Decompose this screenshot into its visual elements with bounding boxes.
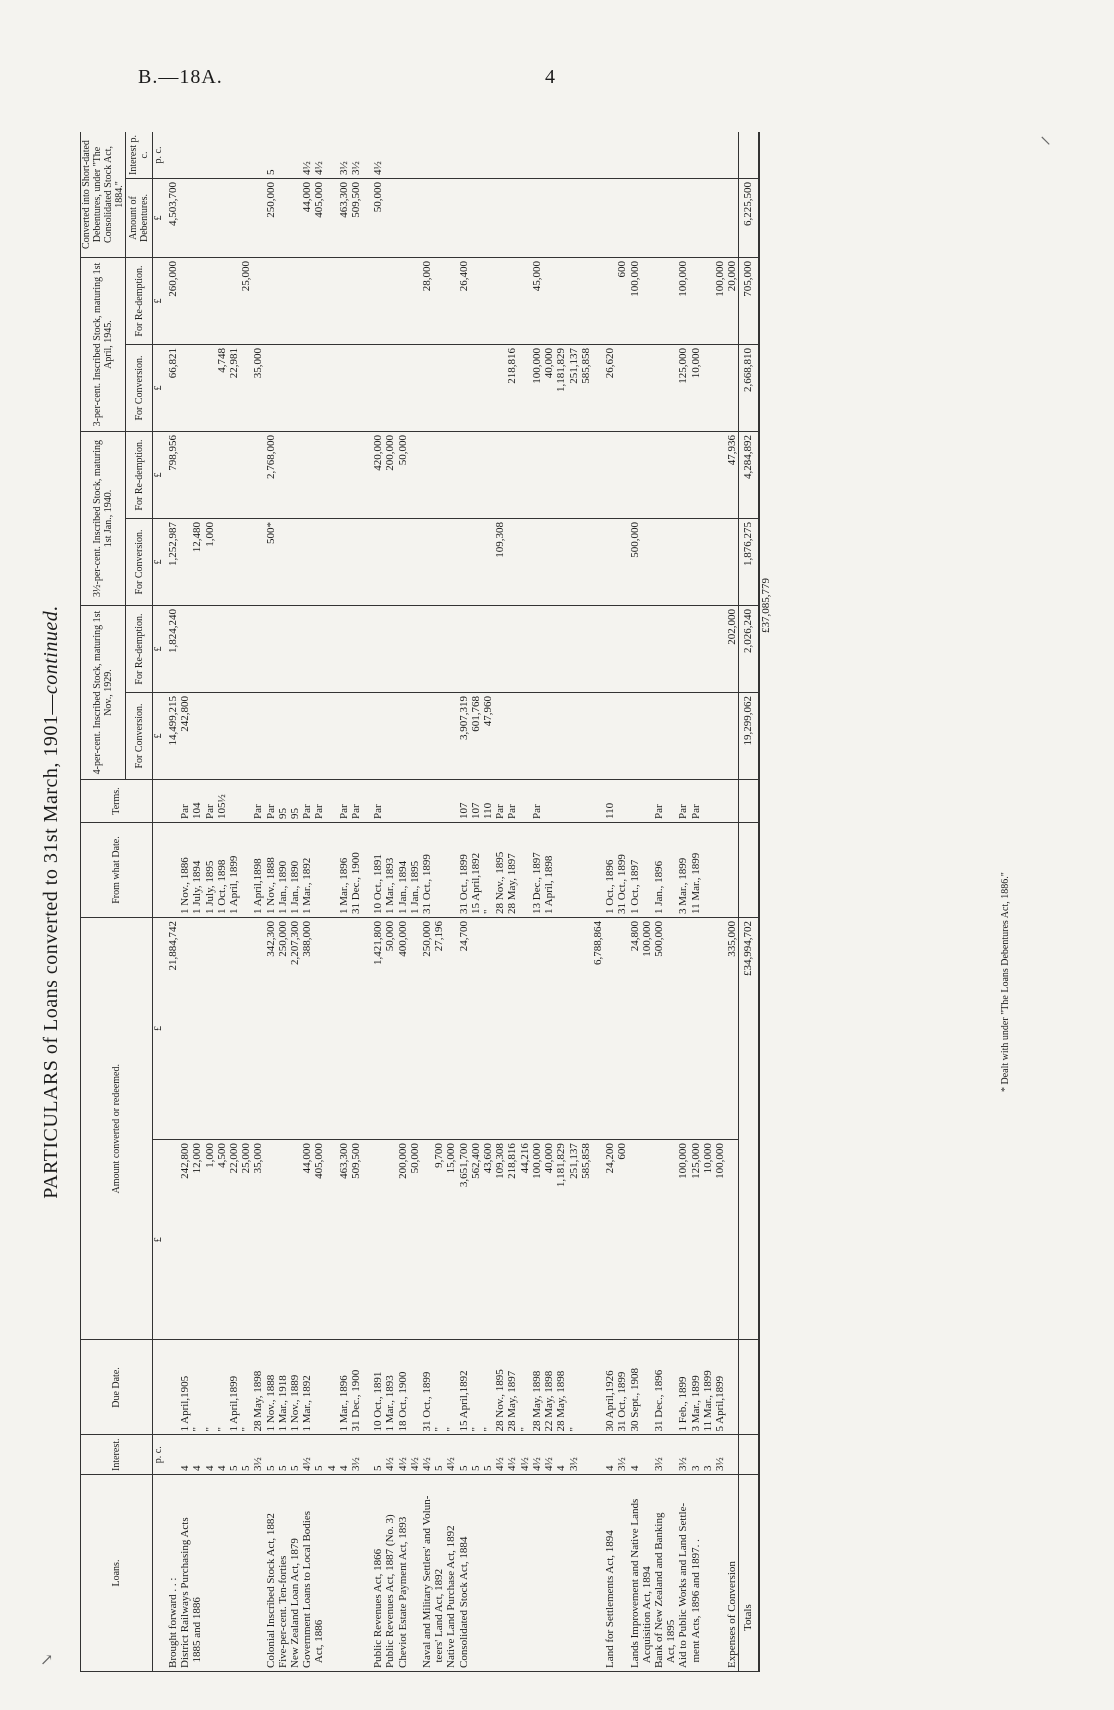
cell-terms bbox=[629, 780, 653, 823]
cell-a1 bbox=[653, 1140, 677, 1340]
cell-c4 bbox=[421, 693, 458, 780]
cell-a2: 24,700 6,788,864 bbox=[458, 918, 604, 1140]
cell-c3 bbox=[372, 345, 421, 432]
cell-r3: 100,000 100,000 bbox=[677, 258, 726, 345]
cell-terms: 107 107 110 Par Par Par bbox=[458, 780, 604, 823]
header-amount: Amount converted or redeemed. bbox=[81, 918, 153, 1341]
cell-loan: Public Revenues Act, 1866 Public Revenues Act, 1887 (No. 3) Cheviot Estate Payment Act, 1893 bbox=[372, 1475, 421, 1672]
cell-c4 bbox=[604, 693, 628, 780]
cell-from: 1 Nov., 1888 1 Jan., 1890 1 Jan., 1890 1 Mar., 1892 1 Mar., 1896 31 Dec., 1900 bbox=[265, 823, 373, 918]
cell-r4 bbox=[458, 606, 604, 693]
cell-c35 bbox=[726, 519, 739, 606]
cell-dpc bbox=[421, 132, 458, 179]
cell-r4 bbox=[653, 606, 677, 693]
totals-c3: 2,668,810 bbox=[739, 345, 759, 432]
cell-r35: 47,936 bbox=[726, 432, 739, 519]
cell-a2 bbox=[604, 918, 628, 1140]
cell-from: 1 Oct., 1897 bbox=[629, 823, 653, 918]
cell-dpc bbox=[726, 132, 739, 179]
header-interest-pc: Interest p. c. bbox=[126, 132, 153, 179]
cell-from: 1 Nov., 1886 1 July, 1894 1 July, 1895 1 Oct., 1898 1 April, 1899 1 April,1898 bbox=[179, 823, 264, 918]
cell-a1: 9,700 15,000 bbox=[421, 1140, 458, 1340]
header-3half-stock: 3½-per-cent. Inscribed Stock, maturing 1st Jan., 1940. bbox=[81, 432, 126, 606]
cell-deb bbox=[653, 179, 677, 258]
grand-total: £37,085,779 bbox=[759, 578, 772, 633]
totals-r35: 4,284,892 bbox=[739, 432, 759, 519]
cell-deb bbox=[421, 179, 458, 258]
cell-int: 4 bbox=[629, 1435, 653, 1475]
table-row bbox=[421, 132, 458, 1672]
cell-r3: 26,400 45,000 bbox=[458, 258, 604, 345]
table-row bbox=[372, 132, 421, 1672]
cell-a2: 21,884,742 bbox=[167, 918, 179, 1140]
cell-a1: 200,000 50,000 bbox=[372, 1140, 421, 1340]
cell-due: 1 Feb., 1899 3 Mar., 1899 11 Mar., 1899 5 April,1899 bbox=[677, 1340, 726, 1435]
cell-a2 bbox=[677, 918, 726, 1140]
cell-from: 31 Oct., 1899 bbox=[421, 823, 458, 918]
cell-dpc bbox=[167, 132, 179, 179]
cell-r3: 600 bbox=[604, 258, 628, 345]
cell-c4 bbox=[372, 693, 421, 780]
header-for-redemption: For Re-demption. bbox=[126, 606, 153, 693]
cell-deb bbox=[458, 179, 604, 258]
cell-due bbox=[726, 1340, 739, 1435]
cell-due: 31 Dec., 1896 bbox=[653, 1340, 677, 1435]
page-title: PARTICULARS of Loans converted to 31st March, 1901—continued. bbox=[40, 605, 62, 1199]
cell-r35: 2,768,000 bbox=[265, 432, 373, 519]
cell-due: 30 April,1926 31 Oct., 1899 bbox=[604, 1340, 628, 1435]
cell-a2 bbox=[179, 918, 264, 1140]
cell-c35: 1,252,987 bbox=[167, 519, 179, 606]
page-reference: B.—18A. bbox=[138, 66, 223, 88]
cell-a1: 100,000 125,000 10,000 100,000 bbox=[677, 1140, 726, 1340]
cell-r35 bbox=[653, 432, 677, 519]
cell-r3 bbox=[265, 258, 373, 345]
table-row bbox=[677, 132, 726, 1672]
cell-c4: 14,499,215 bbox=[167, 693, 179, 780]
loans-table bbox=[80, 132, 772, 1672]
cell-loan: Brought forward . . : bbox=[167, 1475, 179, 1672]
cell-r4 bbox=[604, 606, 628, 693]
cell-loan: Consolidated Stock Act, 1884 bbox=[458, 1475, 604, 1672]
cell-loan: Land for Settlements Act, 1894 bbox=[604, 1475, 628, 1672]
page-number: 4 bbox=[545, 66, 555, 88]
cell-a2: 335,000 bbox=[726, 918, 739, 1140]
cell-loan: Expenses of Conversion bbox=[726, 1475, 739, 1672]
totals-r4: 2,026,240 bbox=[739, 606, 759, 693]
units-row: p. c. £ £ £ £ £ £ £ £ £ p. c. bbox=[153, 132, 168, 1672]
cell-loan: Colonial Inscribed Stock Act, 1882 Five-per-cent. Ten-forties New Zealand Loan Act, 1879 Government Loans to Local Bodies Act, 1886 bbox=[265, 1475, 373, 1672]
header-amount-debentures: Amount of Debentures. bbox=[126, 179, 153, 258]
cell-c3 bbox=[421, 345, 458, 432]
header-terms: Terms. bbox=[81, 780, 153, 823]
header-for-redemption: For Re-demption. bbox=[126, 432, 153, 519]
header-interest: Interest. bbox=[81, 1435, 153, 1475]
cell-r35: 420,000 200,000 50,000 bbox=[372, 432, 421, 519]
cell-a1: 24,200 600 bbox=[604, 1140, 628, 1340]
cell-dpc: 4½ bbox=[372, 132, 421, 179]
cell-dpc bbox=[653, 132, 677, 179]
cell-terms: 110 bbox=[604, 780, 628, 823]
cell-int bbox=[726, 1435, 739, 1475]
cell-dpc bbox=[179, 132, 264, 179]
cell-r3 bbox=[372, 258, 421, 345]
cell-from: 1 Oct., 1896 31 Oct., 1899 bbox=[604, 823, 628, 918]
header-loans: Loans. bbox=[81, 1475, 153, 1672]
cell-terms bbox=[167, 780, 179, 823]
cell-r35: 798,956 bbox=[167, 432, 179, 519]
cell-c3 bbox=[726, 345, 739, 432]
totals-c4: 19,299,062 bbox=[739, 693, 759, 780]
cell-from bbox=[167, 823, 179, 918]
cell-dpc: 5 4½ 4½ 3½ 3½ bbox=[265, 132, 373, 179]
cell-c35 bbox=[604, 519, 628, 606]
cell-a1: 44,000 405,000 463,300 509,500 bbox=[265, 1140, 373, 1340]
cell-a2: 342,300 250,000 2,207,300 388,000 bbox=[265, 918, 373, 1140]
cell-terms bbox=[421, 780, 458, 823]
cell-c3: 26,620 bbox=[604, 345, 628, 432]
cell-r4: 1,824,240 bbox=[167, 606, 179, 693]
cell-terms: Par 104 Par 105½ Par bbox=[179, 780, 264, 823]
rotated-table-sheet bbox=[40, 132, 1060, 1672]
cell-r35 bbox=[458, 432, 604, 519]
cell-r35 bbox=[629, 432, 653, 519]
totals-amount: £34,994,702 bbox=[739, 918, 759, 1341]
header-for-redemption: For Re-demption. bbox=[126, 258, 153, 345]
cell-int bbox=[167, 1435, 179, 1475]
cell-dpc bbox=[629, 132, 653, 179]
cell-r3: 100,000 bbox=[629, 258, 653, 345]
margin-mark: ⸜ bbox=[1040, 123, 1052, 148]
cell-terms: Par bbox=[372, 780, 421, 823]
cell-deb: 4,503,700 bbox=[167, 179, 179, 258]
cell-r35 bbox=[677, 432, 726, 519]
totals-c35: 1,876,275 bbox=[739, 519, 759, 606]
cell-deb bbox=[677, 179, 726, 258]
cell-terms: Par Par bbox=[677, 780, 726, 823]
cell-c35 bbox=[677, 519, 726, 606]
cell-c35: 500,000 bbox=[629, 519, 653, 606]
cell-int: 5 5 5 4½ 5 4 4 3½ bbox=[265, 1435, 373, 1475]
cell-from: 3 Mar., 1899 11 Mar., 1899 bbox=[677, 823, 726, 918]
cell-due: 30 Sept., 1908 bbox=[629, 1340, 653, 1435]
cell-c4: 242,800 bbox=[179, 693, 264, 780]
cell-from: 1 Jan., 1896 bbox=[653, 823, 677, 918]
cell-loan: Aid to Public Works and Land Settle- ment Acts, 1896 and 1897. . bbox=[677, 1475, 726, 1672]
table-row bbox=[167, 132, 179, 1672]
cell-r4 bbox=[372, 606, 421, 693]
totals-deb: 6,225,500 bbox=[739, 179, 759, 258]
cell-r3 bbox=[653, 258, 677, 345]
grand-total-row bbox=[759, 132, 772, 1672]
cell-dpc bbox=[677, 132, 726, 179]
cell-from: 10 Oct., 1891 1 Mar., 1893 1 Jan., 1894 1 Jan., 1895 bbox=[372, 823, 421, 918]
cell-r4 bbox=[629, 606, 653, 693]
cell-r4 bbox=[421, 606, 458, 693]
header-debentures: Converted into Short-dated Debentures, under "The Consolidated Stock Act, 1884." bbox=[81, 132, 126, 258]
cell-due bbox=[167, 1340, 179, 1435]
cell-c35 bbox=[372, 519, 421, 606]
cell-r35 bbox=[179, 432, 264, 519]
cell-a2: 250,000 27,196 bbox=[421, 918, 458, 1140]
cell-due: 10 Oct., 1891 1 Mar., 1893 18 Oct., 1900 bbox=[372, 1340, 421, 1435]
cell-r3: 25,000 bbox=[179, 258, 264, 345]
cell-loan: Bank of New Zealand and Banking Act, 1895 bbox=[653, 1475, 677, 1672]
header-from-date: From what Date. bbox=[81, 823, 153, 918]
totals-row bbox=[739, 132, 759, 1672]
cell-a1 bbox=[167, 1140, 179, 1340]
header-due-date: Due Date. bbox=[81, 1340, 153, 1435]
cell-a2: 500,000 bbox=[653, 918, 677, 1140]
cell-a1: 3,651,700 562,400 43,600 109,308 218,816 44,216 100,000 40,000 1,181,829 251,137 585,858 bbox=[458, 1140, 604, 1340]
margin-mark: ↗ bbox=[40, 1652, 54, 1669]
cell-due: 15 April,1892 " " 28 Nov., 1895 28 May, 1897 " 28 May, 1898 22 May, 1898 28 May, 1898 " bbox=[458, 1340, 604, 1435]
cell-r3: 28,000 bbox=[421, 258, 458, 345]
cell-r3: 260,000 bbox=[167, 258, 179, 345]
cell-deb bbox=[726, 179, 739, 258]
header-4pc-stock: 4-per-cent. Inscribed Stock, maturing 1st Nov., 1929. bbox=[81, 606, 126, 780]
cell-a1: 242,800 12,000 1,000 4,500 22,000 25,000 35,000 bbox=[179, 1140, 264, 1340]
cell-c35 bbox=[653, 519, 677, 606]
cell-c4: 3,907,319 601,768 47,960 bbox=[458, 693, 604, 780]
table-row bbox=[629, 132, 653, 1672]
cell-int: 4 3½ bbox=[604, 1435, 628, 1475]
cell-deb bbox=[179, 179, 264, 258]
cell-c3: 125,000 10,000 bbox=[677, 345, 726, 432]
table-row bbox=[653, 132, 677, 1672]
cell-c4 bbox=[726, 693, 739, 780]
cell-r35 bbox=[421, 432, 458, 519]
header-for-conversion: For Conversion. bbox=[126, 519, 153, 606]
cell-c3 bbox=[265, 345, 373, 432]
cell-int: 5 4½ 4½ 4½ bbox=[372, 1435, 421, 1475]
cell-due: 31 Oct., 1899 " " bbox=[421, 1340, 458, 1435]
header-for-conversion: For Conversion. bbox=[126, 693, 153, 780]
cell-r4 bbox=[179, 606, 264, 693]
cell-loan: District Railways Purchasing Acts 1885 and 1886 bbox=[179, 1475, 264, 1672]
cell-c4 bbox=[677, 693, 726, 780]
cell-int: 4 4 4 4 5 5 3½ bbox=[179, 1435, 264, 1475]
cell-c4 bbox=[653, 693, 677, 780]
cell-deb bbox=[604, 179, 628, 258]
cell-terms bbox=[726, 780, 739, 823]
cell-int: 3½ bbox=[653, 1435, 677, 1475]
cell-a1 bbox=[726, 1140, 739, 1340]
cell-c35 bbox=[421, 519, 458, 606]
cell-deb: 50,000 bbox=[372, 179, 421, 258]
cell-from: 31 Oct., 1899 15 April,1892 " 28 Nov., 1895 28 May, 1897 13 Dec., 1897 1 April, 1898 bbox=[458, 823, 604, 918]
cell-c3 bbox=[653, 345, 677, 432]
cell-terms: Par 95 95 Par Par Par Par bbox=[265, 780, 373, 823]
cell-c3 bbox=[629, 345, 653, 432]
footnote: * Dealt with under "The Loans Debentures Act, 1886." bbox=[1000, 872, 1011, 1092]
table-row bbox=[604, 132, 628, 1672]
totals-label: Totals bbox=[739, 1475, 759, 1672]
cell-c4 bbox=[265, 693, 373, 780]
header-3pc-stock: 3-per-cent. Inscribed Stock, maturing 1st April, 1945. bbox=[81, 258, 126, 432]
rows-body bbox=[167, 132, 739, 1672]
cell-terms: Par bbox=[653, 780, 677, 823]
table-row bbox=[726, 132, 739, 1672]
cell-a1 bbox=[629, 1140, 653, 1340]
cell-r4 bbox=[677, 606, 726, 693]
cell-c35: 500* bbox=[265, 519, 373, 606]
cell-dpc bbox=[604, 132, 628, 179]
cell-a2: 24,800 100,000 bbox=[629, 918, 653, 1140]
cell-c3: 4,748 22,981 35,000 bbox=[179, 345, 264, 432]
cell-r4 bbox=[265, 606, 373, 693]
header-for-conversion: For Conversion. bbox=[126, 345, 153, 432]
cell-c3: 66,821 bbox=[167, 345, 179, 432]
table-row bbox=[265, 132, 373, 1672]
cell-c35: 109,308 bbox=[458, 519, 604, 606]
cell-due: 1 Nov., 1888 1 Mar., 1918 1 Nov., 1889 1 Mar., 1892 1 Mar., 1896 31 Dec., 1900 bbox=[265, 1340, 373, 1435]
cell-r3: 20,000 bbox=[726, 258, 739, 345]
cell-from bbox=[726, 823, 739, 918]
cell-int: 5 5 5 4½ 4½ 4½ 4½ 4½ 4 3½ bbox=[458, 1435, 604, 1475]
cell-a2: 1,421,800 50,000 400,000 bbox=[372, 918, 421, 1140]
cell-loan: Naval and Military Settlers' and Volun- teers' Land Act, 1892 Native Land Purchase Act, 1892 bbox=[421, 1475, 458, 1672]
cell-int: 4½ 5 4½ bbox=[421, 1435, 458, 1475]
cell-int: 3½ 3 3 3½ bbox=[677, 1435, 726, 1475]
table-row bbox=[458, 132, 604, 1672]
cell-r35 bbox=[604, 432, 628, 519]
cell-due: 1 April,1905 " " " 1 April,1899 " 28 May, 1898 bbox=[179, 1340, 264, 1435]
cell-c4 bbox=[629, 693, 653, 780]
cell-c3: 218,816 100,000 40,000 1,181,829 251,137 585,858 bbox=[458, 345, 604, 432]
cell-deb bbox=[629, 179, 653, 258]
cell-dpc bbox=[458, 132, 604, 179]
cell-c35: 12,480 1,000 bbox=[179, 519, 264, 606]
totals-r3: 705,000 bbox=[739, 258, 759, 345]
cell-r4: 202,000 bbox=[726, 606, 739, 693]
cell-loan: Lands Improvement and Native Lands Acquisition Act, 1894 bbox=[629, 1475, 653, 1672]
table-row bbox=[179, 132, 264, 1672]
cell-deb: 250,000 44,000 405,000 463,300 509,500 bbox=[265, 179, 373, 258]
